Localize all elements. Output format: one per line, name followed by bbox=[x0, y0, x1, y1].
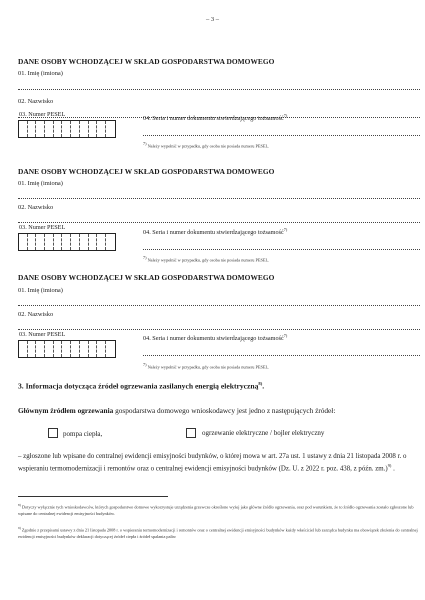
pesel-input-2[interactable] bbox=[18, 233, 116, 251]
pesel-digit-cell[interactable] bbox=[106, 234, 115, 250]
pesel-digit-cell[interactable] bbox=[36, 121, 45, 137]
pesel-input-1[interactable] bbox=[18, 120, 116, 138]
section-title-1: DANE OSOBY WCHODZĄCEJ W SKŁAD GOSPODARSTWA DOMOWEGO bbox=[18, 57, 275, 66]
first-name-field-3[interactable] bbox=[18, 305, 420, 306]
pesel-label-2: 03. Numer PESEL bbox=[19, 224, 66, 231]
page-number: – 3 – bbox=[206, 16, 219, 23]
pesel-digit-cell[interactable] bbox=[89, 234, 98, 250]
pesel-digit-cell[interactable] bbox=[97, 341, 106, 357]
heating-source-intro: Głównym źródłem ogrzewania gospodarstwa domowego wnioskodawcy jest jedno z następujących źródeł: bbox=[18, 406, 336, 415]
heat-pump-checkbox[interactable] bbox=[48, 428, 58, 438]
pesel-digit-cell[interactable] bbox=[71, 121, 80, 137]
pesel-digit-cell[interactable] bbox=[106, 341, 115, 357]
pesel-digit-cell[interactable] bbox=[28, 121, 37, 137]
pesel-digit-cell[interactable] bbox=[62, 341, 71, 357]
first-name-field-1[interactable] bbox=[18, 89, 420, 90]
registry-statement: – zgłoszone lub wpisane do centralnej ewidencji emisyjności budynków, o której mowa w art. 27a ust. 1 ustawy z dnia 21 listopada 2008 r. o wspieraniu termomodernizacji i remontów oraz o centralnej ewidencji emisyjności budynków (Dz. U. z 2022 r. poz. 438, z późn. zm.)$^{9)}$ . bbox=[18, 453, 407, 473]
section-title-3: DANE OSOBY WCHODZĄCEJ W SKŁAD GOSPODARSTWA DOMOWEGO bbox=[18, 273, 275, 282]
pesel-digit-cell[interactable] bbox=[71, 341, 80, 357]
heat-pump-label: pompa ciepła, bbox=[63, 430, 103, 438]
pesel-digit-cell[interactable] bbox=[62, 234, 71, 250]
pesel-digit-cell[interactable] bbox=[45, 234, 54, 250]
first-name-label-1: 01. Imię (imiona) bbox=[18, 70, 63, 77]
footnote-8: $^{8)}$ Dotyczy wyłącznie tych wnioskodawców, których gospodarstwo domowe wykorzystuje urządzenia grzewcze określone wyżej jako główne źródło ogrzewania, oraz pod warunkiem, że to źródło ogrzewania zostało zgłoszone lub wpisane do centralnej ewidencji emisyjności budynków. bbox=[18, 503, 414, 517]
pesel-digit-cell[interactable] bbox=[19, 234, 28, 250]
pesel-digit-cell[interactable] bbox=[54, 121, 63, 137]
electric-heating-label: ogrzewanie elektryczne / bojler elektryczny bbox=[202, 429, 325, 437]
pesel-digit-cell[interactable] bbox=[106, 121, 115, 137]
surname-label-2: 02. Nazwisko bbox=[18, 204, 54, 211]
pesel-digit-cell[interactable] bbox=[62, 121, 71, 137]
pesel-input-3[interactable] bbox=[18, 340, 116, 358]
pesel-digit-cell[interactable] bbox=[19, 341, 28, 357]
pesel-digit-cell[interactable] bbox=[80, 121, 89, 137]
pesel-digit-cell[interactable] bbox=[89, 121, 98, 137]
surname-field-3[interactable] bbox=[18, 329, 420, 330]
pesel-digit-cell[interactable] bbox=[45, 121, 54, 137]
footnote-9: $^{9)}$ Zgodnie z przepisami ustawy z dnia 21 listopada 2008 r. o wspieraniu termomodernizacji i remontów oraz o centralnej ewidencji emisyjności budynków każdy właściciel lub zarządca budynku ma obowiązek złożenia do centralnej ewidencji emisyjności budynków deklaracji dotyczącej źródeł ciepła i źródeł spalania paliw bbox=[18, 526, 418, 540]
heating-section-heading: 3. Informacja dotycząca źródeł ogrzewania zasilanych energią elektryczną$^{8)}$. bbox=[18, 381, 265, 391]
pesel-digit-cell[interactable] bbox=[28, 234, 37, 250]
pesel-digit-cell[interactable] bbox=[36, 234, 45, 250]
id-document-field-3[interactable] bbox=[143, 355, 420, 356]
first-name-label-3: 01. Imię (imiona) bbox=[18, 287, 63, 294]
id-document-field-2[interactable] bbox=[143, 249, 420, 250]
id-document-field-1[interactable] bbox=[143, 135, 420, 136]
pesel-digit-cell[interactable] bbox=[80, 341, 89, 357]
pesel-digit-cell[interactable] bbox=[54, 234, 63, 250]
id-document-note-1: $^{7)}$ Należy wypełnić w przypadku, gdy osoba nie posiada numeru PESEL. bbox=[143, 141, 270, 149]
section-title-2: DANE OSOBY WCHODZĄCEJ W SKŁAD GOSPODARSTWA DOMOWEGO bbox=[18, 167, 275, 176]
surname-field-2[interactable] bbox=[18, 222, 420, 223]
pesel-digit-cell[interactable] bbox=[80, 234, 89, 250]
surname-label-3: 02. Nazwisko bbox=[18, 311, 54, 318]
pesel-label-3: 03. Numer PESEL bbox=[19, 331, 66, 338]
pesel-digit-cell[interactable] bbox=[36, 341, 45, 357]
id-document-note-3: $^{7)}$ Należy wypełnić w przypadku, gdy osoba nie posiada numeru PESEL. bbox=[143, 362, 270, 370]
pesel-digit-cell[interactable] bbox=[19, 121, 28, 137]
electric-heating-checkbox[interactable] bbox=[186, 428, 196, 438]
first-name-label-2: 01. Imię (imiona) bbox=[18, 180, 63, 187]
pesel-digit-cell[interactable] bbox=[28, 341, 37, 357]
pesel-digit-cell[interactable] bbox=[54, 341, 63, 357]
surname-label-1: 02. Nazwisko bbox=[18, 98, 54, 105]
pesel-digit-cell[interactable] bbox=[89, 341, 98, 357]
footnote-divider bbox=[18, 496, 168, 497]
pesel-digit-cell[interactable] bbox=[97, 234, 106, 250]
id-document-label-3: 04. Seria i numer dokumentu stwierdzającego tożsamość$^{7)}$ bbox=[143, 333, 288, 343]
first-name-field-2[interactable] bbox=[18, 198, 420, 199]
id-document-label-1: 04. Seria i numer dokumentu stwierdzającego tożsamość$^{7)}$ bbox=[143, 113, 288, 123]
pesel-digit-cell[interactable] bbox=[45, 341, 54, 357]
id-document-label-2: 04. Seria i numer dokumentu stwierdzającego tożsamość$^{7)}$ bbox=[143, 227, 288, 237]
id-document-note-2: $^{7)}$ Należy wypełnić w przypadku, gdy osoba nie posiada numeru PESEL. bbox=[143, 255, 270, 263]
pesel-digit-cell[interactable] bbox=[71, 234, 80, 250]
pesel-label-1: 03. Numer PESEL bbox=[19, 111, 66, 118]
pesel-digit-cell[interactable] bbox=[97, 121, 106, 137]
